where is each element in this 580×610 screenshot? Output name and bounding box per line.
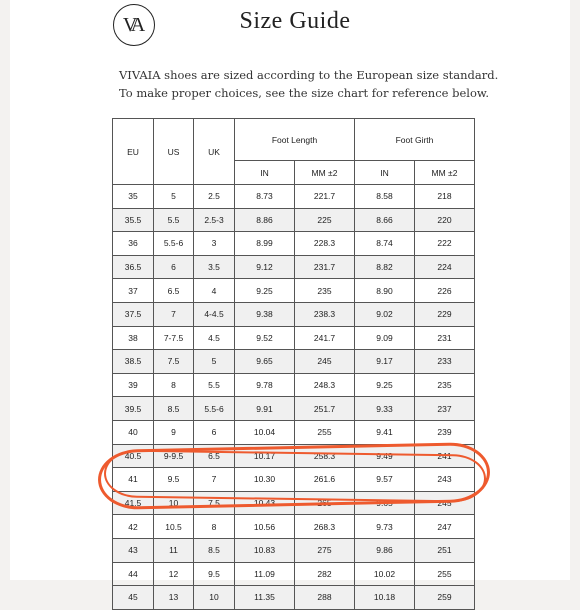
table-cell: 7.5 [154,350,194,374]
table-cell: 255 [415,562,475,586]
table-cell: 39.5 [113,397,154,421]
table-cell: 7 [194,468,235,492]
header-eu: EU [113,119,154,185]
intro-text [119,66,499,102]
table-cell: 9.57 [355,468,415,492]
page-title: Size Guide [239,8,351,34]
table-cell: 8.99 [235,232,295,256]
table-row [113,208,475,232]
table-cell: 224 [415,255,475,279]
table-row [113,397,475,421]
table-cell: 10.43 [235,491,295,515]
table-cell: 235 [415,373,475,397]
table-cell: 251 [415,538,475,562]
table-cell: 233 [415,350,475,374]
table-cell: 275 [295,538,355,562]
intro-line-1: VIVAIA shoes are sized according to the European size standard. [119,68,499,82]
table-cell: 9.5 [194,562,235,586]
table-cell: 248.3 [295,373,355,397]
table-cell: 245 [295,350,355,374]
table-cell: 259 [415,586,475,610]
table-cell: 9.02 [355,302,415,326]
table-cell: 38.5 [113,350,154,374]
header-uk: UK [194,119,235,185]
table-cell: 9.78 [235,373,295,397]
table-cell: 44 [113,562,154,586]
table-cell: 4 [194,279,235,303]
table-row [113,586,475,610]
table-cell: 11 [154,538,194,562]
table-cell: 8.5 [194,538,235,562]
table-cell: 9.91 [235,397,295,421]
table-cell: 245 [415,491,475,515]
table-cell: 8.90 [355,279,415,303]
table-cell: 11.09 [235,562,295,586]
table-cell: 5.5 [154,208,194,232]
table-cell: 231.7 [295,255,355,279]
table-cell: 238.3 [295,302,355,326]
table-cell: 7.5 [194,491,235,515]
table-cell: 8.5 [154,397,194,421]
table-cell: 36 [113,232,154,256]
table-cell: 41.5 [113,491,154,515]
table-cell: 6 [194,420,235,444]
table-cell: 35 [113,185,154,209]
table-row [113,491,475,515]
table-cell: 5.5 [194,373,235,397]
table-cell: 9.73 [355,515,415,539]
table-cell: 9.86 [355,538,415,562]
table-row [113,444,475,468]
table-cell: 8.73 [235,185,295,209]
table-cell: 9.25 [355,373,415,397]
table-cell: 8.82 [355,255,415,279]
table-cell: 39 [113,373,154,397]
table-cell: 8 [154,373,194,397]
table-cell: 243 [415,468,475,492]
header-length-in: IN [235,161,295,185]
table-cell: 9.65 [355,491,415,515]
table-cell: 4.5 [194,326,235,350]
table-cell: 10.5 [154,515,194,539]
table-cell: 255 [295,420,355,444]
intro-line-2: To make proper choices, see the size chart for reference below. [119,86,490,100]
table-cell: 9.17 [355,350,415,374]
table-cell: 10.83 [235,538,295,562]
table-cell: 247 [415,515,475,539]
table-cell: 9.52 [235,326,295,350]
table-cell: 42 [113,515,154,539]
table-cell: 6.5 [194,444,235,468]
table-cell: 6 [154,255,194,279]
size-chart-body [113,185,475,610]
table-cell: 36.5 [113,255,154,279]
table-cell: 10 [154,491,194,515]
table-cell: 6.5 [154,279,194,303]
table-cell: 9.65 [235,350,295,374]
table-cell: 40 [113,420,154,444]
table-cell: 251.7 [295,397,355,421]
table-cell: 10 [194,586,235,610]
table-cell: 221.7 [295,185,355,209]
table-cell: 9.09 [355,326,415,350]
table-cell: 226 [415,279,475,303]
table-cell: 241.7 [295,326,355,350]
table-cell: 4-4.5 [194,302,235,326]
table-cell: 9.12 [235,255,295,279]
table-cell: 8.74 [355,232,415,256]
table-cell: 9.41 [355,420,415,444]
table-cell: 11.35 [235,586,295,610]
table-cell: 10.02 [355,562,415,586]
table-cell: 12 [154,562,194,586]
table-cell: 10.17 [235,444,295,468]
table-cell: 9-9.5 [154,444,194,468]
table-cell: 222 [415,232,475,256]
table-cell: 3.5 [194,255,235,279]
table-cell: 218 [415,185,475,209]
table-row [113,562,475,586]
table-row [113,468,475,492]
table-cell: 5.5-6 [154,232,194,256]
table-cell: 43 [113,538,154,562]
table-cell: 241 [415,444,475,468]
table-row [113,302,475,326]
table-row [113,232,475,256]
table-cell: 38 [113,326,154,350]
table-cell: 2.5-3 [194,208,235,232]
table-cell: 237 [415,397,475,421]
table-cell: 9.25 [235,279,295,303]
header-length-mm: MM ±2 [295,161,355,185]
header-girth-in: IN [355,161,415,185]
table-cell: 9.49 [355,444,415,468]
table-row [113,350,475,374]
table-row [113,373,475,397]
table-row [113,255,475,279]
table-cell: 220 [415,208,475,232]
header-girth-mm: MM ±2 [415,161,475,185]
table-cell: 258.3 [295,444,355,468]
table-cell: 9.5 [154,468,194,492]
table-cell: 9.38 [235,302,295,326]
table-cell: 5 [154,185,194,209]
table-cell: 9.33 [355,397,415,421]
table-cell: 40.5 [113,444,154,468]
table-cell: 288 [295,586,355,610]
table-cell: 225 [295,208,355,232]
table-cell: 10.56 [235,515,295,539]
table-cell: 229 [415,302,475,326]
table-cell: 13 [154,586,194,610]
table-cell: 8.58 [355,185,415,209]
table-row [113,515,475,539]
table-row [113,279,475,303]
table-cell: 268.3 [295,515,355,539]
table-row [113,326,475,350]
table-cell: 7-7.5 [154,326,194,350]
table-cell: 231 [415,326,475,350]
table-cell: 10.18 [355,586,415,610]
table-row [113,420,475,444]
table-cell: 37 [113,279,154,303]
table-cell: 45 [113,586,154,610]
size-chart-table [112,118,475,610]
table-cell: 8.66 [355,208,415,232]
header-foot-girth: Foot Girth [355,119,475,161]
table-cell: 41 [113,468,154,492]
header-us: US [154,119,194,185]
table-row [113,538,475,562]
table-cell: 3 [194,232,235,256]
table-cell: 228.3 [295,232,355,256]
header-foot-length: Foot Length [235,119,355,161]
table-cell: 10.30 [235,468,295,492]
table-cell: 10.04 [235,420,295,444]
table-cell: 7 [154,302,194,326]
table-cell: 35.5 [113,208,154,232]
table-cell: 239 [415,420,475,444]
table-cell: 8.86 [235,208,295,232]
brand-logo: VA [113,4,155,46]
table-cell: 235 [295,279,355,303]
table-cell: 2.5 [194,185,235,209]
table-cell: 5.5-6 [194,397,235,421]
table-row [113,185,475,209]
table-cell: 282 [295,562,355,586]
table-cell: 37.5 [113,302,154,326]
table-cell: 265 [295,491,355,515]
table-cell: 261.6 [295,468,355,492]
table-cell: 8 [194,515,235,539]
table-cell: 9 [154,420,194,444]
table-cell: 5 [194,350,235,374]
